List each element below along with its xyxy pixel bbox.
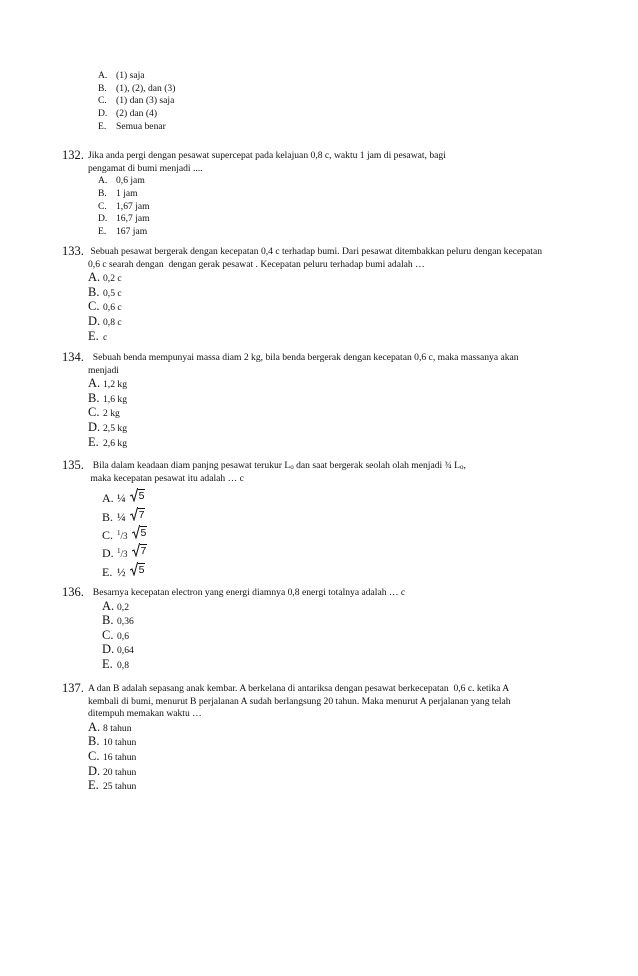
- option-text: 2,6 kg: [103, 437, 127, 449]
- option-b: B. 1,6 kg: [88, 390, 127, 405]
- option-text: 0,36: [117, 616, 134, 628]
- option-c: C. 1,67 jam: [98, 200, 150, 212]
- coefficient: $^1$/3: [117, 547, 128, 560]
- option-c: C. 0,6 c: [88, 299, 122, 314]
- option-e: E. 2,6 kg: [88, 434, 127, 449]
- question-number: 134.: [62, 350, 84, 364]
- option-e: E. ½ 5: [102, 563, 145, 579]
- option-text: 1,6 kg: [103, 393, 127, 405]
- option-text: 0,5 c: [103, 287, 122, 299]
- option-text: 0,2: [117, 601, 129, 613]
- option-text: (1) saja: [116, 70, 145, 81]
- option-b: B. 0,5 c: [88, 284, 122, 299]
- option-text: 0,64: [117, 645, 134, 657]
- sqrt-symbol: 5: [130, 488, 146, 502]
- option-d: D. 20 tahun: [88, 763, 137, 778]
- option-text: 0,6: [117, 630, 129, 642]
- option-text: 2,5 kg: [103, 422, 127, 434]
- option-text: 1,67 jam: [116, 200, 150, 212]
- option-text: 0,8 c: [103, 316, 122, 328]
- question-text-line: Sebuah benda mempunyai massa diam 2 kg, bila benda bergerak dengan kecepatan 0,6 c, maka massanya akan: [88, 352, 519, 363]
- option-text: 0,6 c: [103, 302, 122, 314]
- question-137: [62, 681, 602, 794]
- option-text: 167 jam: [116, 226, 148, 237]
- previous-question-options: [98, 70, 175, 134]
- option-text: 8 tahun: [103, 722, 132, 734]
- sqrt-symbol: 5: [132, 525, 148, 539]
- option-a: A. 1,2 kg: [88, 376, 127, 391]
- question-132: [62, 148, 602, 239]
- option-text: 1,2 kg: [103, 379, 127, 391]
- option-list: [98, 175, 602, 239]
- question-text-line: kembali di bumi, menurut B perjalanan A sudah berlangsung 20 tahun. Maka menurut A perjalanan yang telah: [88, 695, 511, 707]
- sqrt-symbol: 7: [130, 507, 146, 521]
- question-number: 137.: [62, 681, 84, 695]
- question-text-line: maka kecepatan pesawat itu adalah … c: [88, 472, 244, 484]
- option-text: 25 tahun: [103, 781, 137, 793]
- option-c: C. 2 kg: [88, 405, 120, 420]
- option-c: C. 0,6: [102, 627, 129, 642]
- option-b: B. 10 tahun: [88, 734, 137, 749]
- sqrt-symbol: 7: [132, 543, 148, 557]
- question-number: 136.: [62, 585, 84, 599]
- option-d: D. 0,8 c: [88, 313, 122, 328]
- option-c: C. $^1$/3 5: [102, 526, 147, 542]
- option-c: C. (1) dan (3) saja: [98, 95, 175, 107]
- option-d: D. $^1$/3 7: [102, 545, 147, 561]
- option-a: A. 8 tahun: [88, 719, 132, 734]
- question-136: [62, 585, 602, 673]
- question-text-line: A dan B adalah sepasang anak kembar. A berkelana di antariksa dengan pesawat berkecepatan 0,6 c. ketika A: [88, 683, 510, 694]
- option-text: 2 kg: [103, 408, 120, 420]
- option-b: B. (1), (2), dan (3): [98, 82, 176, 94]
- option-e: E. 25 tahun: [88, 778, 137, 793]
- option-list: [88, 721, 602, 794]
- option-d: D. 2,5 kg: [88, 419, 127, 434]
- option-b: B. 0,36: [102, 613, 134, 628]
- option-a: A. 0,2: [102, 598, 129, 613]
- option-text: (2) dan (4): [116, 108, 158, 120]
- option-d: D. 16,7 jam: [98, 213, 150, 225]
- question-135: [62, 458, 602, 580]
- option-text: 0,8: [117, 659, 129, 671]
- option-text: 10 tahun: [103, 737, 137, 749]
- option-text: (1), (2), dan (3): [116, 82, 176, 94]
- question-text-line: Sebuah pesawat bergerak dengan kecepatan 0,4 c terhadap bumi. Dari pesawat ditembakkan peluru dengan kecepatan: [88, 246, 543, 257]
- question-number: 135.: [62, 458, 84, 472]
- question-text-line: Bila dalam keadaan diam panjng pesawat terukur Lo dan saat bergerak seolah olah menjadi ¾ Lo,: [88, 460, 466, 471]
- option-text: 0,6 jam: [116, 175, 145, 187]
- question-text-line: Besarnya kecepatan electron yang energi diamnya 0,8 energi totalnya adalah … c: [88, 587, 406, 598]
- question-133: [62, 244, 602, 344]
- option-b: B. 1 jam: [98, 187, 138, 199]
- option-e: E. 167 jam: [98, 226, 148, 237]
- question-text-line: pengamat di bumi menjadi ....: [88, 162, 203, 174]
- question-text-line: menjadi: [88, 364, 119, 376]
- question-number: 132.: [62, 148, 84, 162]
- option-a: A. ¼ 5: [102, 490, 145, 506]
- option-list: [102, 600, 602, 673]
- option-list: [88, 271, 602, 344]
- option-d: D. 0,64: [102, 642, 134, 657]
- option-text: 0,2 c: [103, 273, 122, 285]
- question-number: 133.: [62, 244, 84, 258]
- option-text: 16 tahun: [103, 751, 137, 763]
- option-d: D. (2) dan (4): [98, 108, 158, 120]
- question-134: [62, 350, 602, 450]
- coefficient: ½: [117, 566, 126, 579]
- option-list: [102, 488, 602, 580]
- option-text: 1 jam: [116, 187, 138, 199]
- coefficient: $^1$/3: [117, 528, 128, 541]
- coefficient: ¼: [117, 493, 126, 506]
- option-a: A. (1) saja: [98, 70, 145, 81]
- option-e: E. Semua benar: [98, 120, 166, 132]
- option-a: A. 0,2 c: [88, 270, 122, 285]
- option-text: 20 tahun: [103, 766, 137, 778]
- option-text: Semua benar: [116, 120, 166, 132]
- option-text: c: [103, 331, 108, 343]
- option-e: E. c: [88, 328, 108, 343]
- coefficient: ¼: [117, 511, 126, 524]
- option-list: [88, 377, 602, 450]
- sqrt-symbol: 5: [130, 562, 146, 576]
- option-text: (1) dan (3) saja: [116, 95, 175, 107]
- option-c: C. 16 tahun: [88, 748, 137, 763]
- question-text-line: ditempuh memakan waktu …: [88, 708, 202, 720]
- question-text-line: 0,6 c searah dengan dengan gerak pesawat . Kecepatan peluru terhadap bumi adalah …: [88, 258, 425, 270]
- option-b: B. ¼ 7: [102, 508, 145, 524]
- option-a: A. 0,6 jam: [98, 175, 145, 187]
- option-e: E. 0,8: [102, 656, 129, 671]
- option-text: 16,7 jam: [116, 213, 150, 225]
- question-text-line: Jika anda pergi dengan pesawat supercepat pada kelajuan 0,8 c, waktu 1 jam di pesawat, bagi: [88, 150, 446, 161]
